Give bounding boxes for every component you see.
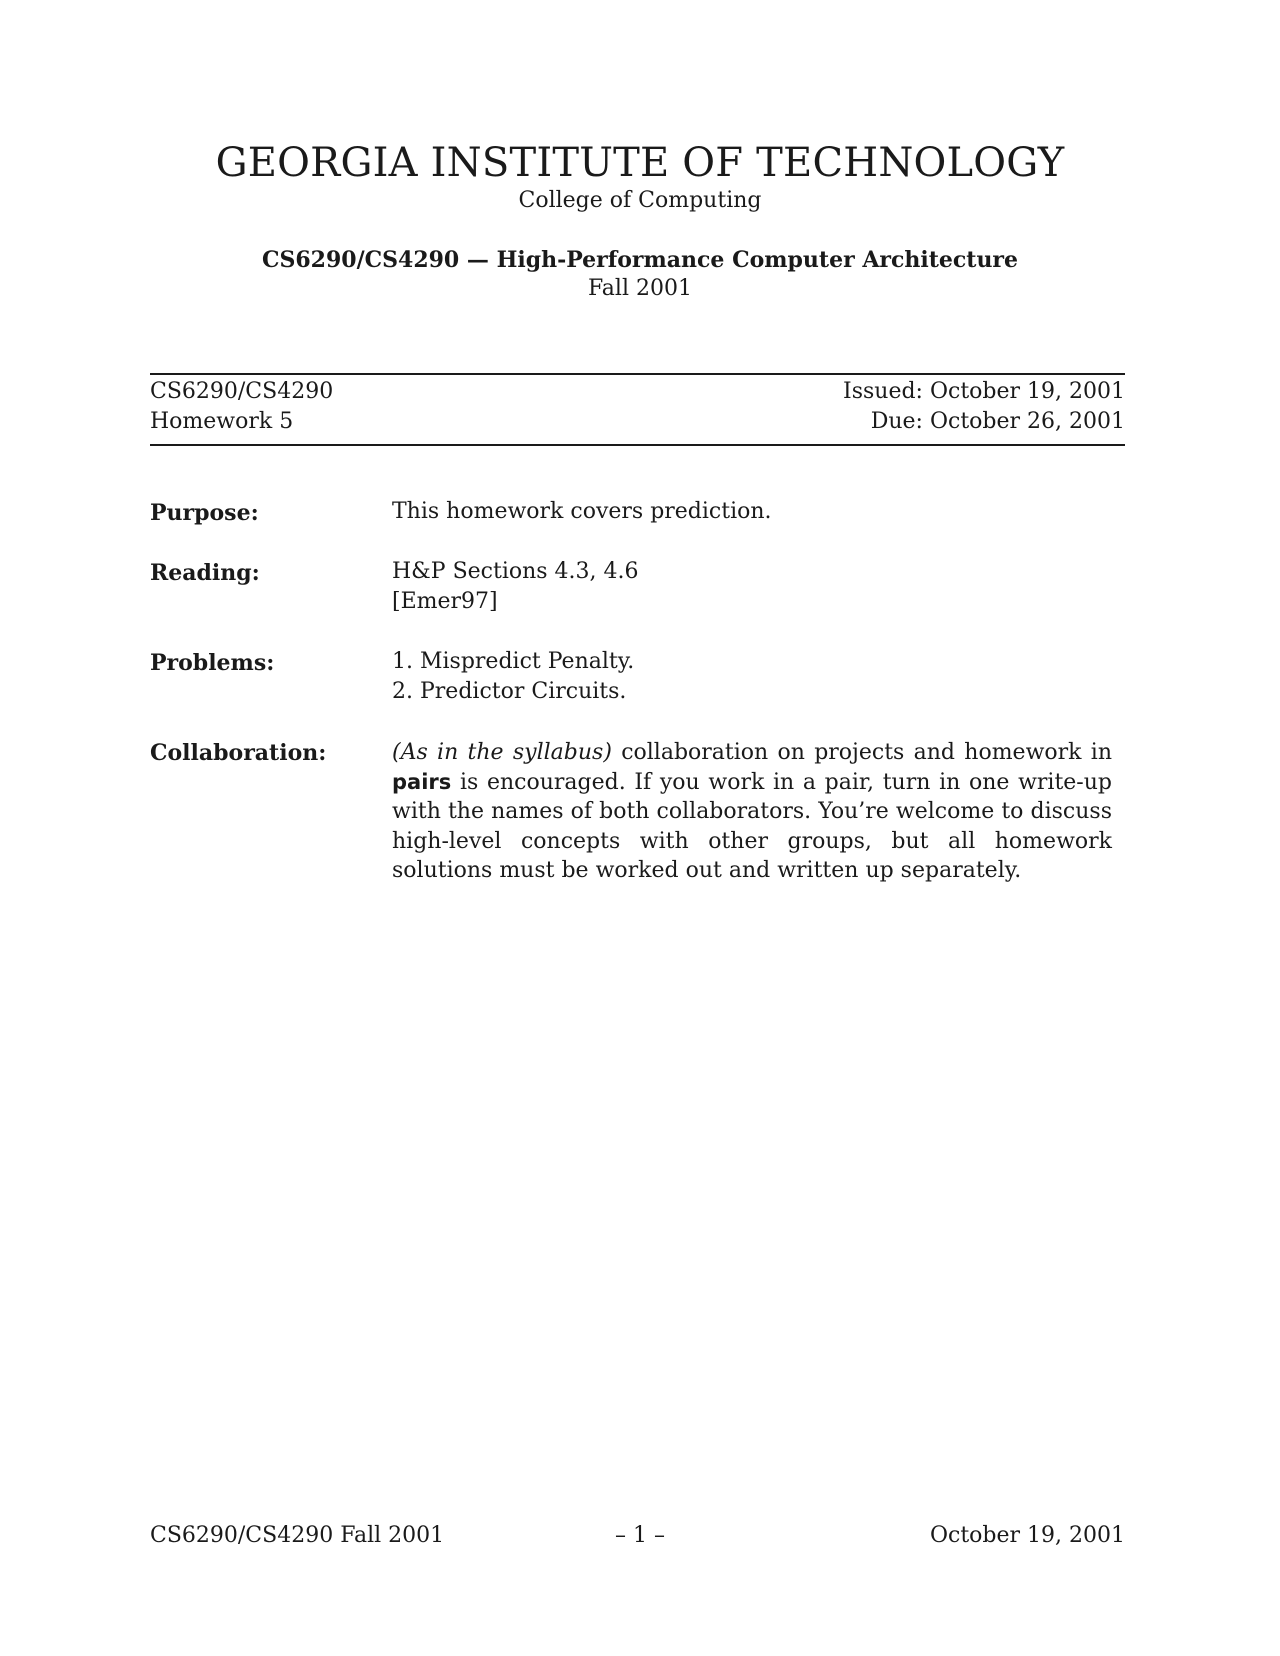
- collaboration-text-part: collaboration on projects and homework in: [611, 740, 1112, 765]
- purpose-label: Purpose:: [150, 500, 259, 526]
- institution-title: GEORGIA INSTITUTE OF TECHNOLOGY: [215, 140, 1065, 186]
- assignment-course: CS6290/CS4290: [150, 379, 334, 404]
- reading-label: Reading:: [150, 560, 260, 586]
- collaboration-text: [392, 738, 1112, 886]
- college-name: College of Computing: [518, 188, 762, 213]
- collaboration-text-part: is encouraged. If you work in a pair, turn in one write-up with the names of both collaborators. You’re welcome to discuss high-level concepts with other groups, but all homework solutions must be worked out and written up separately.: [392, 769, 1112, 884]
- course-title: CS6290/CS4290 — High-Performance Computer Architecture: [261, 247, 1019, 273]
- reading-item: H&P Sections 4.3, 4.6: [392, 559, 639, 584]
- term: Fall 2001: [588, 276, 692, 301]
- problem-item: 2. Predictor Circuits.: [392, 678, 627, 704]
- purpose-text: This homework covers prediction.: [392, 499, 772, 524]
- footer-course: CS6290/CS4290 Fall 2001: [150, 1523, 445, 1548]
- footer-date: October 19, 2001: [929, 1523, 1125, 1548]
- bottom-rule: [150, 444, 1125, 446]
- problems-list: [392, 647, 634, 706]
- problems-label: Problems:: [150, 650, 275, 676]
- problem-item: 1. Mispredict Penalty.: [392, 649, 635, 674]
- collaboration-label: Collaboration:: [150, 740, 327, 766]
- collaboration-emphasis: pairs: [392, 769, 452, 794]
- collaboration-intro: (As in the syllabus): [392, 740, 612, 765]
- page-number: – 1 –: [615, 1523, 665, 1548]
- reading-list: [392, 557, 639, 616]
- reading-item: [Emer97]: [392, 588, 498, 614]
- issued-date: Issued: October 19, 2001: [843, 379, 1125, 404]
- assignment-number: Homework 5: [150, 409, 294, 434]
- due-date: Due: October 26, 2001: [870, 409, 1125, 434]
- top-rule: [150, 373, 1125, 375]
